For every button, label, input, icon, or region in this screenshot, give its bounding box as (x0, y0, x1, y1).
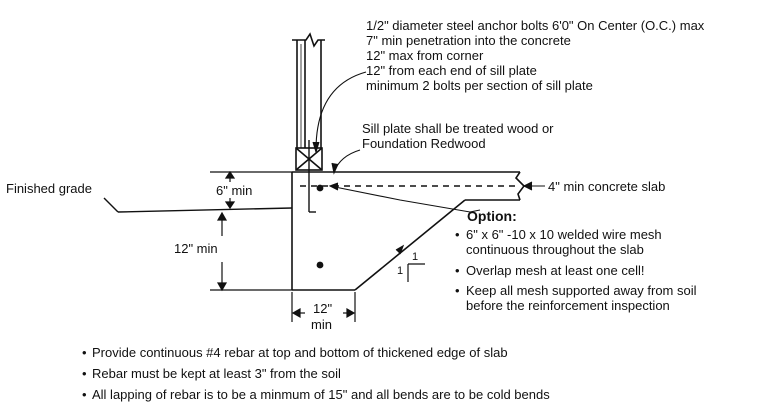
stud-wall (292, 34, 325, 148)
option-bullet-1-line-1: 6" x 6" -10 x 10 welded wire mesh (466, 227, 662, 242)
grade-line (104, 198, 292, 212)
bottom-note-3: All lapping of rebar is to be a minmum of 15" and all bends are to be cold bends (92, 387, 550, 402)
option-bullet-3-line-1: Keep all mesh supported away from soil (466, 283, 697, 298)
anchor-note-line-3: 12" max from corner (366, 48, 484, 63)
bottom-note-1-marker: • (82, 345, 87, 360)
anchor-note-line-5: minimum 2 bolts per section of sill plate (366, 78, 593, 93)
option-bullet-3-line-2: before the reinforcement inspection (466, 298, 670, 313)
option-bullet-3-marker: • (455, 283, 460, 298)
anchor-note-line-2: 7" min penetration into the concrete (366, 33, 571, 48)
anchor-note-line-1: 1/2" diameter steel anchor bolts 6'0" On Center (O.C.) max (366, 18, 705, 33)
sill-note-line-2: Foundation Redwood (362, 136, 486, 151)
anchor-note-line-4: 12" from each end of sill plate (366, 63, 537, 78)
bottom-note-3-marker: • (82, 387, 87, 402)
dimension-12in-height (210, 213, 292, 290)
option-bullet-2-line-1: Overlap mesh at least one cell! (466, 263, 645, 278)
bottom-note-2: Rebar must be kept at least 3" from the soil (92, 366, 341, 381)
bottom-note-2-marker: • (82, 366, 87, 381)
rebar-bottom (317, 262, 324, 269)
option-bullet-1-line-2: continuous throughout the slab (466, 242, 644, 257)
slab-label: 4" min concrete slab (548, 179, 666, 194)
anchor-bolt (309, 140, 316, 212)
option-bullet-1-marker: • (455, 227, 460, 242)
dimension-12in-height-label: 12" min (174, 241, 218, 256)
rebar-top (317, 185, 324, 192)
dimension-6in-label: 6" min (216, 183, 253, 198)
finished-grade-label: Finished grade (6, 181, 92, 196)
dimension-12in-width-top: 12" (313, 301, 333, 316)
dimension-12in-width-bottom: min (311, 317, 332, 332)
option-title: Option: (467, 208, 517, 224)
slope-rise: 1 (397, 265, 404, 277)
bottom-note-1: Provide continuous #4 rebar at top and bottom of thickened edge of slab (92, 345, 508, 360)
option-bullet-2-marker: • (455, 263, 460, 278)
slope-run: 1 (412, 251, 419, 263)
sill-note-line-1: Sill plate shall be treated wood or (362, 121, 554, 136)
